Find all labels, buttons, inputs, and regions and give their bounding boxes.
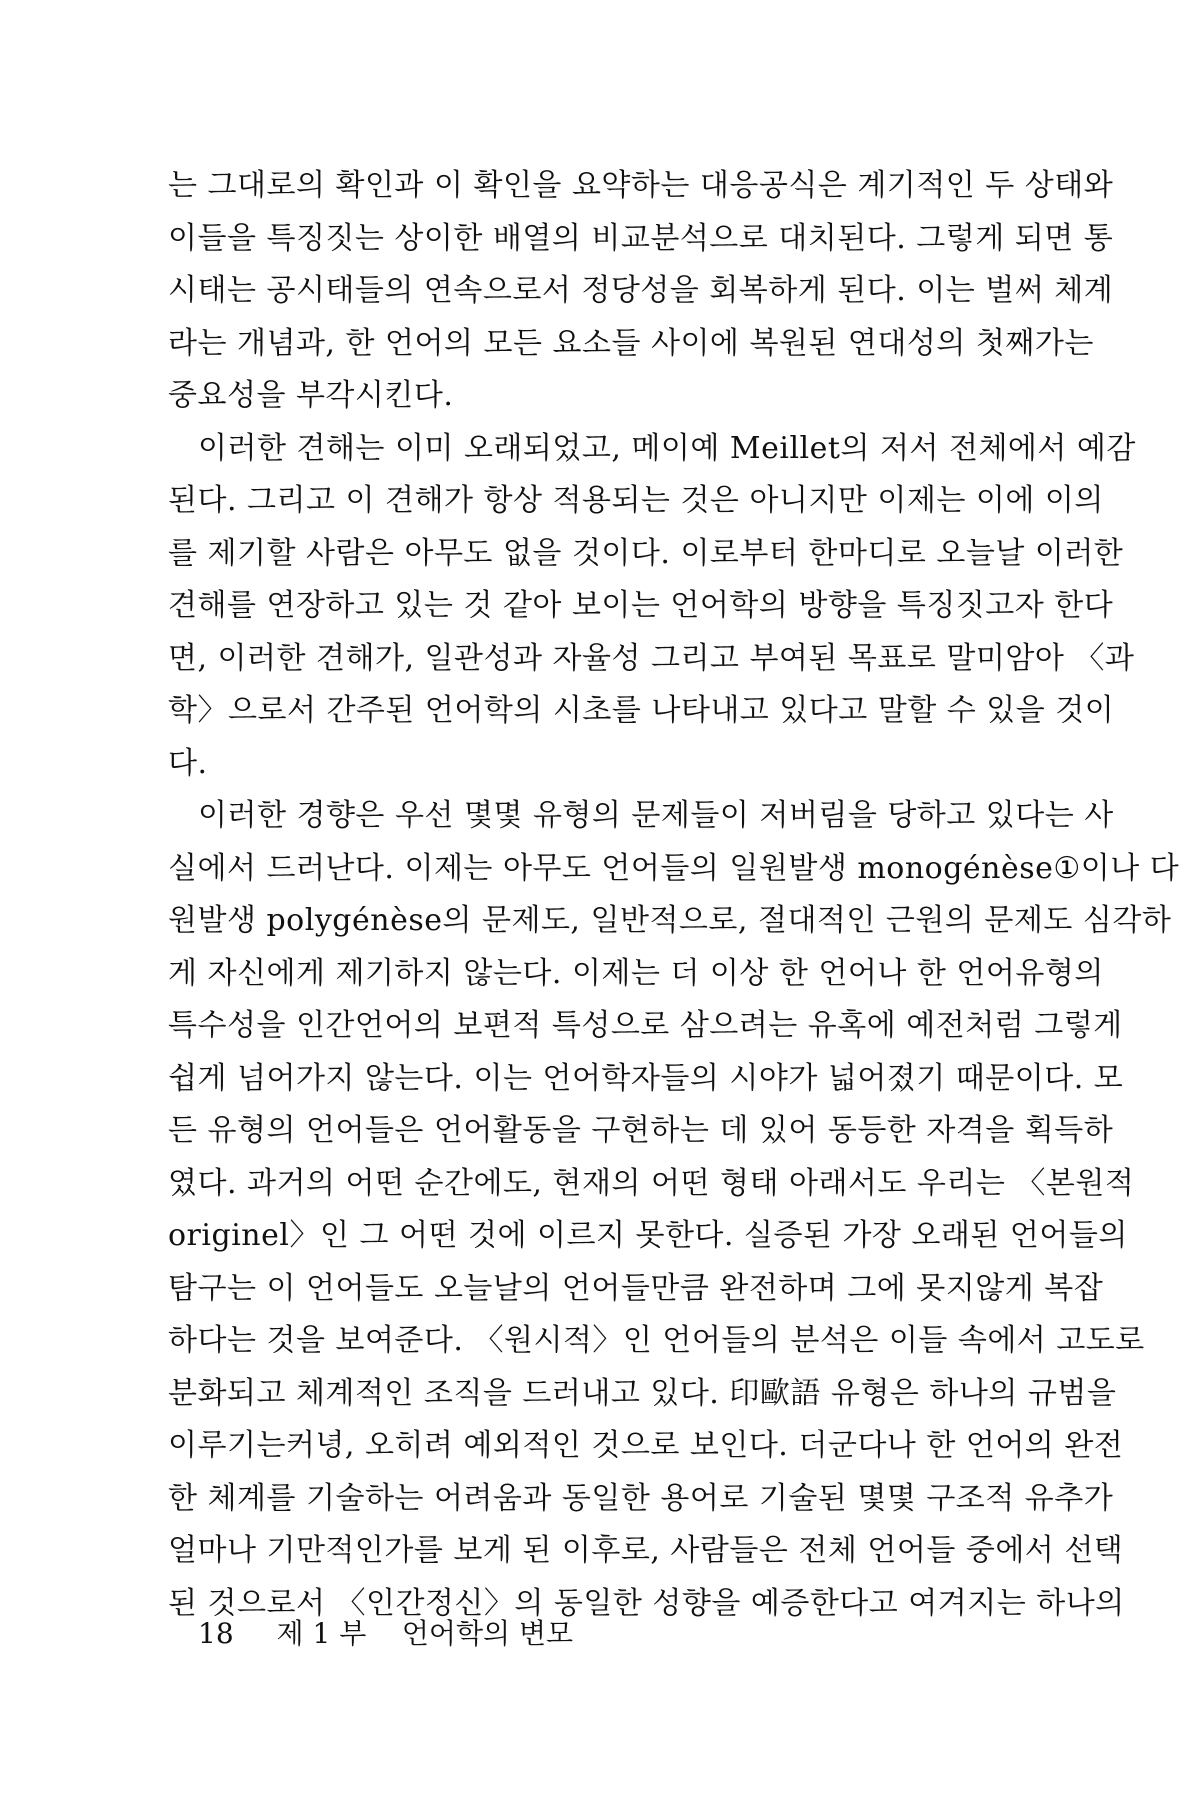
text-line: 를 제기할 사람은 아무도 없을 것이다. 이로부터 한마디로 오늘날 이러한 (168, 535, 1124, 571)
text-line: 시태는 공시태들의 연속으로서 정당성을 회복하게 된다. 이는 벌써 체계 (168, 273, 1114, 308)
text-line: 였다. 과거의 어떤 순간에도, 현재의 어떤 형태 아래서도 우리는 〈본원적 (168, 1165, 1135, 1201)
text-line: 중요성을 부각시킨다. (168, 378, 454, 413)
text-line: 라는 개념과, 한 언어의 모든 요소들 사이에 복원된 연대성의 첫째가는 (168, 325, 1094, 361)
text-line: 얼마나 기만적인가를 보게 된 이후로, 사람들은 전체 언어들 중에서 선택 (168, 1533, 1124, 1568)
page-footer (198, 1612, 573, 1652)
part-label: 제 1 부 (276, 1617, 367, 1650)
text-line: 는 그대로의 확인과 이 확인을 요약하는 대응공식은 계기적인 두 상태와 (168, 168, 1114, 203)
text-line: 특수성을 인간언어의 보편적 특성으로 삼으려는 유혹에 예전처럼 그렇게 (168, 1008, 1123, 1043)
text-line: 탐구는 이 언어들도 오늘날의 언어들만큼 완전하며 그에 못지않게 복잡 (168, 1270, 1104, 1306)
text-line: 쉽게 넘어가지 않는다. 이는 언어학자들의 시야가 넓어졌기 때문이다. 모 (168, 1060, 1124, 1096)
text-line: 된 것으로서 〈인간정신〉의 동일한 성향을 예증한다고 여겨지는 하나의 (168, 1585, 1125, 1621)
paragraph-2 (168, 423, 1136, 791)
text-line: 견해를 연장하고 있는 것 같아 보이는 언어학의 방향을 특징짓고자 한다 (168, 588, 1114, 623)
text-line: 이루기는커녕, 오히려 예외적인 것으로 보인다. 더군다나 한 언어의 완전 (168, 1428, 1124, 1463)
paragraph-3 (168, 790, 1180, 1630)
text-line: 이들을 특징짓는 상이한 배열의 비교분석으로 대치된다. 그렇게 되면 통 (168, 220, 1114, 256)
text-line: originel〉인 그 어떤 것에 이르지 못한다. 실증된 가장 오래된 언어들의 (168, 1218, 1128, 1253)
text-line: 든 유형의 언어들은 언어활동을 구현하는 데 있어 동등한 자격을 획득하 (168, 1113, 1114, 1148)
text-line: 한 체계를 기술하는 어려움과 동일한 용어로 기술된 몇몇 구조적 유추가 (168, 1480, 1114, 1516)
text-line: 분화되고 체계적인 조직을 드러내고 있다. 印歐語 유형은 하나의 규범을 (168, 1375, 1117, 1411)
section-title: 언어학의 변모 (401, 1617, 574, 1650)
body-text (168, 160, 1180, 1630)
text-line: 면, 이러한 견해가, 일관성과 자율성 그리고 부여된 목표로 말미암아 〈과 (168, 640, 1135, 676)
paragraph-1 (168, 160, 1114, 423)
text-line: 하다는 것을 보여준다. 〈원시적〉인 언어들의 분석은 이들 속에서 고도로 (168, 1323, 1145, 1358)
text-line: 원발생 polygénèse의 문제도, 일반적으로, 절대적인 근원의 문제도 심각하 (168, 903, 1172, 938)
text-line: 이러한 경향은 우선 몇몇 유형의 문제들이 저버림을 당하고 있다는 사 (198, 798, 1114, 833)
text-line: 다. (168, 745, 208, 781)
text-line: 게 자신에게 제기하지 않는다. 이제는 더 이상 한 언어나 한 언어유형의 (168, 955, 1104, 991)
page-number: 18 (198, 1617, 234, 1650)
text-line: 이러한 견해는 이미 오래되었고, 메이예 Meillet의 저서 전체에서 예감 (198, 430, 1136, 466)
text-line: 된다. 그리고 이 견해가 항상 적용되는 것은 아니지만 이제는 이에 이의 (168, 483, 1104, 518)
text-line: 실에서 드러난다. 이제는 아무도 언어들의 일원발생 monogénèse①이나 다 (168, 850, 1180, 886)
text-line: 학〉으로서 간주된 언어학의 시초를 나타내고 있다고 말할 수 있을 것이 (168, 693, 1115, 728)
